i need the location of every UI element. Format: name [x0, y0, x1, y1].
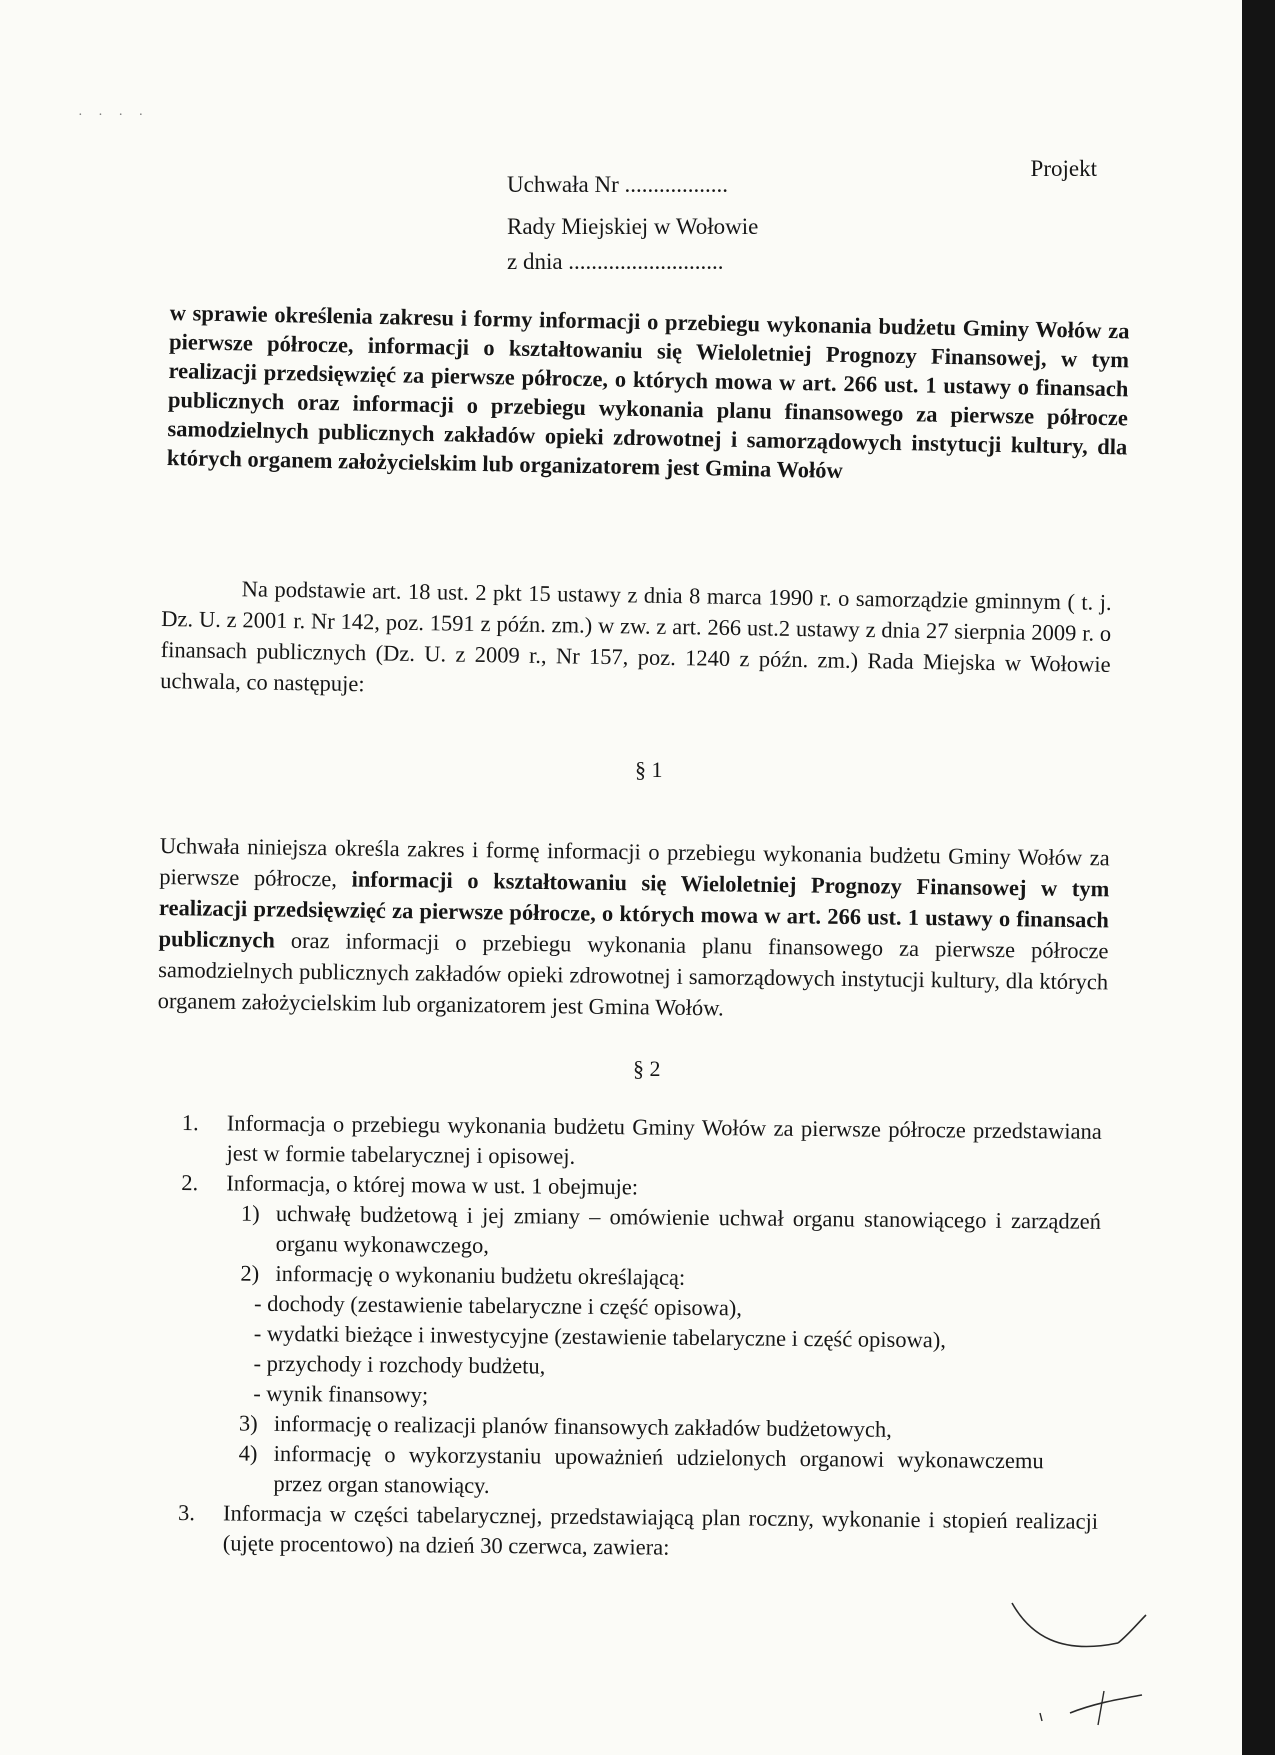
sub-item-number: 2) — [240, 1260, 260, 1286]
dash-item: - wynik finansowy; — [253, 1380, 429, 1408]
sub-item-number: 3) — [238, 1410, 258, 1436]
scan-artifact: · · · · — [78, 108, 150, 123]
section-1-text-bold: informacji o kształtowaniu się Wieloletniej Prognozy Finansowej w tym realizacji przedsięwzięć za pierwsze półrocze, o których mowa w art. 266 ust. 1 ustawy o finansach publicznych — [158, 866, 1110, 953]
sub-item-number: 4) — [238, 1440, 258, 1466]
section-1-text-part-b: oraz informacji o przebiegu wykonania planu finansowego za pierwsze półrocze samodzielnych publicznych zakładów opieki zdrowotnej i samorządowych instytucji kultury, dla których organem założycielskim lub organizatorem jest Gmina Wołów. — [157, 927, 1109, 1021]
list-item — [181, 1108, 1102, 1177]
dash-item: - wydatki bieżące i inwestycyjne (zestawienie tabelaryczne i część opisowa), — [253, 1320, 947, 1353]
legal-basis: Na podstawie art. 18 ust. 2 pkt 15 ustawy z dnia 8 marca 1990 r. o samorządzie gminnym ( t. j. Dz. U. z 2001 r. Nr 142, poz. 1591 z późn. zm.) w zw. z art. 266 ust.2 ustawy z dnia 27 sierpnia 2009 r. o finansach publicznych (Dz. U. z 2009 r., Nr 157, poz. 1240 z późn. zm.) Rada Miejska w Wołowie uchwala, co następuje: — [160, 576, 1112, 697]
sub-item-text: uchwałę budżetową i jej zmiany – omówienie uchwał organu stanowiącego i zarządzeń organu wykonawczego, — [275, 1200, 1102, 1258]
section-1-text — [158, 830, 1110, 1028]
section-1-heading: § 1 — [635, 757, 663, 782]
sub-item-text: informację o wykonaniu budżetu określającą: — [275, 1260, 686, 1290]
sub-item-text: informację o realizacji planów finansowych zakładów budżetowych, — [273, 1410, 892, 1442]
resolution-number: Uchwała Nr .................. — [507, 172, 729, 197]
list-item — [178, 1498, 1099, 1567]
list-item-number: 1. — [181, 1109, 199, 1136]
list-item-number: 2. — [181, 1169, 199, 1196]
list-item-text: Informacja w części tabelarycznej, przedstawiającą plan roczny, wykonanie i stopień realizacji (ujęte procentowo) na dzień 30 czerwca, zawiera: — [222, 1500, 1099, 1560]
draft-label: Projekt — [1030, 156, 1097, 181]
list-item-text: Informacja, o której mowa w ust. 1 obejmuje: — [226, 1170, 639, 1200]
council-name: Rady Miejskiej w Wołowie — [507, 214, 759, 239]
scan-border — [1242, 0, 1275, 1755]
resolution-subject: w sprawie określenia zakresu i formy informacji o przebiegu wykonania budżetu Gminy Wołów za pierwsze półrocze, informacji o kształtowaniu się Wieloletniej Prognozy Finansowej, w tym realizacji przedsięwzięć za pierwsze półrocze, o których mowa w art. 266 ust. 1 ustawy o finansach publicznych oraz informacji o przebiegu wykonania planu finansowego za pierwsze półrocze samodzielnych publicznych zakładów opieki zdrowotnej i samorządowych instytucji kultury, dla których organem założycielskim lub organizatorem jest Gmina Wołów — [166, 299, 1130, 483]
section-2-heading: § 2 — [633, 1056, 661, 1081]
section-2-list — [178, 1108, 1102, 1567]
sub-item — [178, 1438, 1099, 1507]
list-item-text: Informacja o przebiegu wykonania budżetu Gminy Wołów za pierwsze półrocze przedstawiana jest w formie tabelarycznej i opisowej. — [226, 1110, 1102, 1169]
list-item-number: 3. — [177, 1499, 196, 1526]
dash-item: - dochody (zestawienie tabelaryczne i część opisowa), — [254, 1290, 743, 1321]
sub-item — [181, 1198, 1102, 1267]
section-1-text-part-a: Uchwała niniejsza określa zakres i formę informacji o przebiegu wykonania budżetu Gminy Wołów za pierwsze półrocze, — [159, 832, 1110, 892]
sub-item-number: 1) — [240, 1200, 260, 1226]
resolution-date: z dnia ........................... — [507, 249, 724, 274]
sub-item-text: informację o wykorzystaniu upoważnień udzielonych organowi wykonawczemu przez organ stanowiący. — [273, 1440, 1044, 1498]
initials-signature — [1000, 1595, 1160, 1745]
dash-item: - przychody i rozchody budżetu, — [253, 1350, 546, 1379]
